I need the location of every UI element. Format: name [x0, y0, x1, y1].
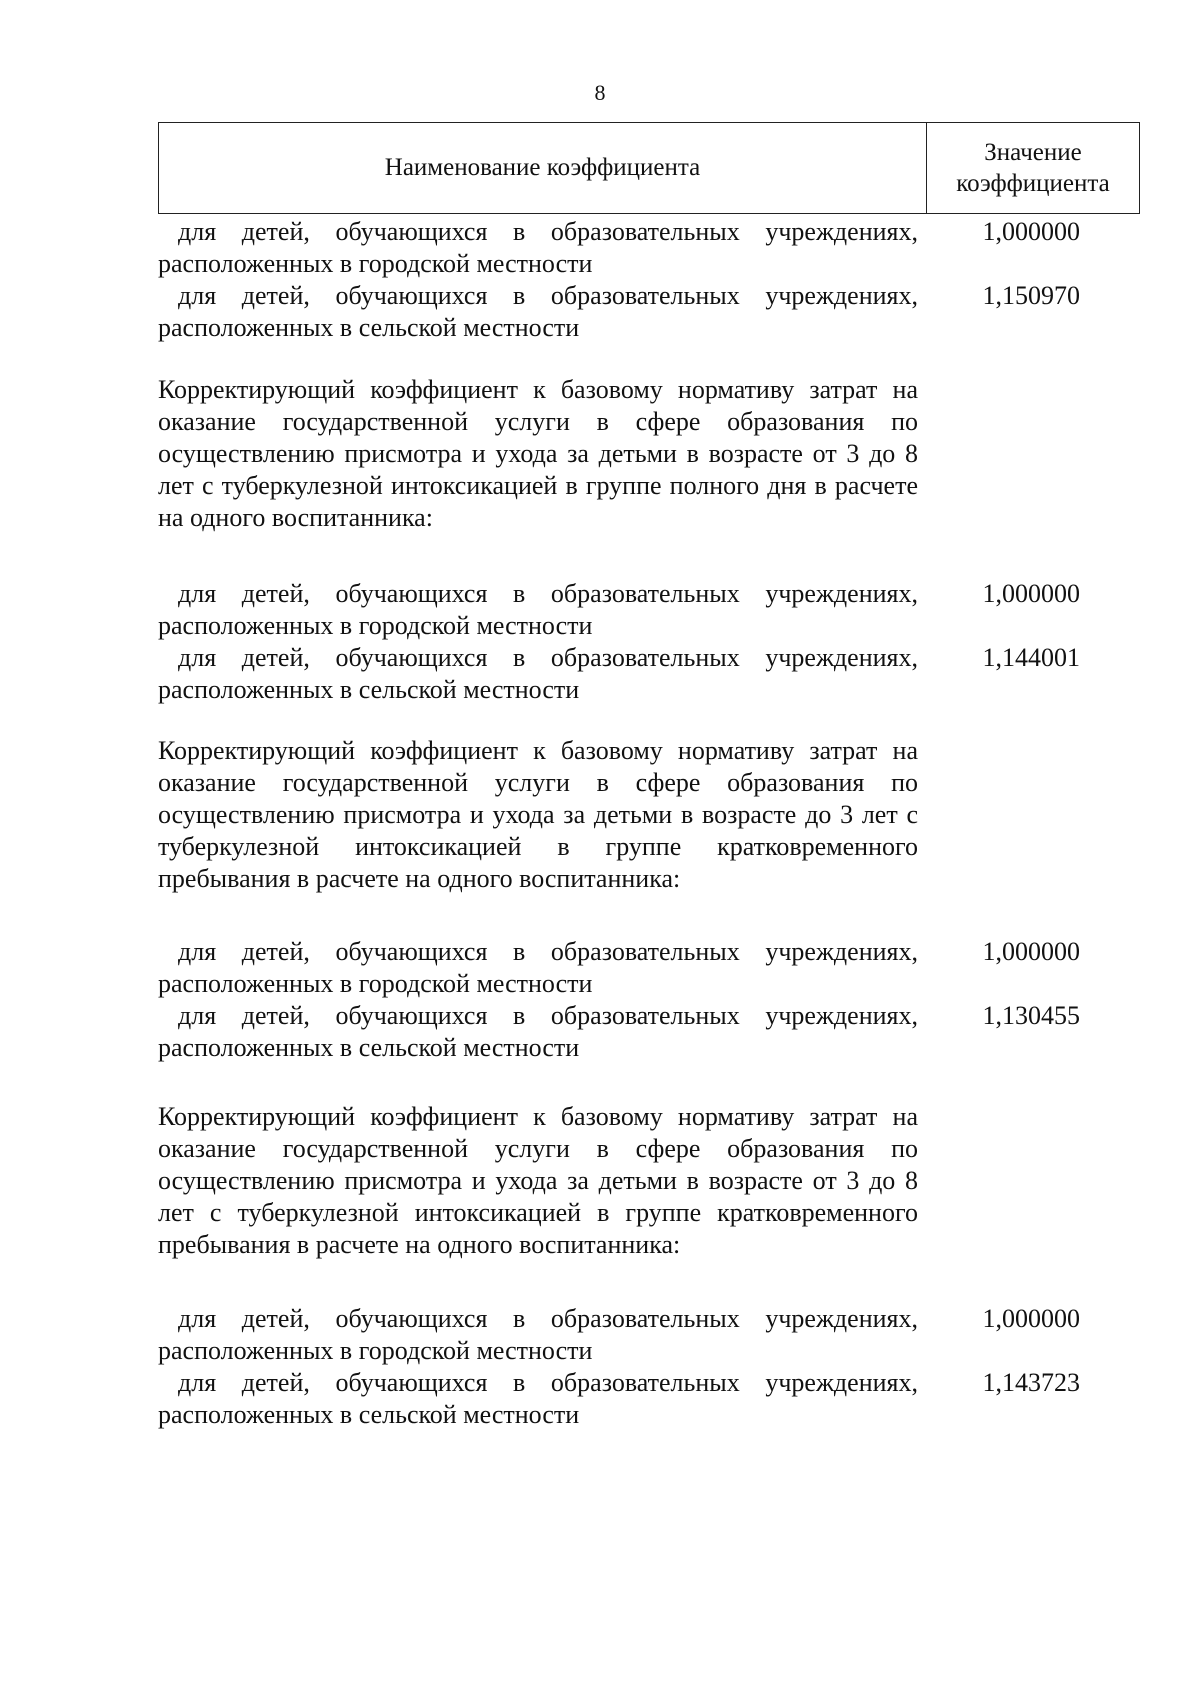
coefficient-group-4 [158, 1303, 1140, 1431]
row-label-line1: для детей, обучающихся в образовательных учреждениях, [178, 281, 918, 310]
table-row [158, 1000, 1140, 1064]
table-row [158, 642, 1140, 706]
table-row [158, 578, 1140, 642]
row-label [158, 936, 918, 1000]
table-row [158, 216, 1140, 280]
row-label-line1: для детей, обучающихся в образовательных учреждениях, [178, 579, 918, 608]
row-label-line1: для детей, обучающихся в образовательных учреждениях, [178, 937, 918, 966]
row-label-line2: расположенных в городской местности [158, 1336, 593, 1365]
row-label-line2: расположенных в городской местности [158, 611, 593, 640]
table-row [158, 936, 1140, 1000]
row-label-line1: для детей, обучающихся в образовательных учреждениях, [178, 643, 918, 672]
row-value: 1,000000 [982, 937, 1080, 966]
row-label-line1: для детей, обучающихся в образовательных учреждениях, [178, 1368, 918, 1397]
row-label-line2: расположенных в городской местности [158, 969, 593, 998]
row-value: 1,000000 [982, 579, 1080, 608]
coefficient-group-1 [158, 216, 1140, 344]
table-row [158, 280, 1140, 344]
row-label-line2: расположенных в городской местности [158, 249, 593, 278]
row-label [158, 1367, 918, 1431]
table-row [158, 1303, 1140, 1367]
coefficient-group-3 [158, 936, 1140, 1064]
row-value: 1,000000 [982, 1304, 1080, 1333]
row-value: 1,143723 [982, 1368, 1080, 1397]
row-value: 1,130455 [982, 1001, 1080, 1030]
row-label-line2: расположенных в сельской местности [158, 313, 580, 342]
row-label-line1: для детей, обучающихся в образовательных учреждениях, [178, 217, 918, 246]
row-label-line1: для детей, обучающихся в образовательных учреждениях, [178, 1304, 918, 1333]
section-heading-1: Корректирующий коэффициент к базовому нормативу затрат на оказание государственной услуги в сфере образования по осуществлению присмотра и ухода за детьми в возрасте от 3 до 8 лет с туберкулезной интоксикацией в группе полного дня в расчете на одного воспитанника: [158, 375, 918, 532]
row-value: 1,000000 [982, 217, 1080, 246]
row-label-line2: расположенных в сельской местности [158, 1033, 580, 1062]
row-label [158, 578, 918, 642]
row-label [158, 642, 918, 706]
row-label [158, 280, 918, 344]
column-header-value: Значение коэффициента [956, 139, 1110, 197]
row-label-line2: расположенных в сельской местности [158, 675, 580, 704]
table-row [158, 1367, 1140, 1431]
row-label-line2: расположенных в сельской местности [158, 1400, 580, 1429]
coefficient-group-2 [158, 578, 1140, 706]
table-header [158, 122, 1140, 214]
column-header-name: Наименование коэффициента [159, 123, 927, 213]
section-heading-2: Корректирующий коэффициент к базовому нормативу затрат на оказание государственной услуги в сфере образования по осуществлению присмотра и ухода за детьми в возрасте до 3 лет с туберкулезной интоксикацией в группе кратковременного пребывания в расчете на одного воспитанника: [158, 736, 918, 893]
row-label [158, 216, 918, 280]
row-label [158, 1000, 918, 1064]
row-label-line1: для детей, обучающихся в образовательных учреждениях, [178, 1001, 918, 1030]
row-label [158, 1303, 918, 1367]
row-value: 1,150970 [982, 281, 1080, 310]
section-heading-3: Корректирующий коэффициент к базовому нормативу затрат на оказание государственной услуги в сфере образования по осуществлению присмотра и ухода за детьми в возрасте от 3 до 8 лет с туберкулезной интоксикацией в группе кратковременного пребывания в расчете на одного воспитанника: [158, 1102, 918, 1259]
row-value: 1,144001 [982, 643, 1080, 672]
page-number: 8 [594, 80, 606, 105]
